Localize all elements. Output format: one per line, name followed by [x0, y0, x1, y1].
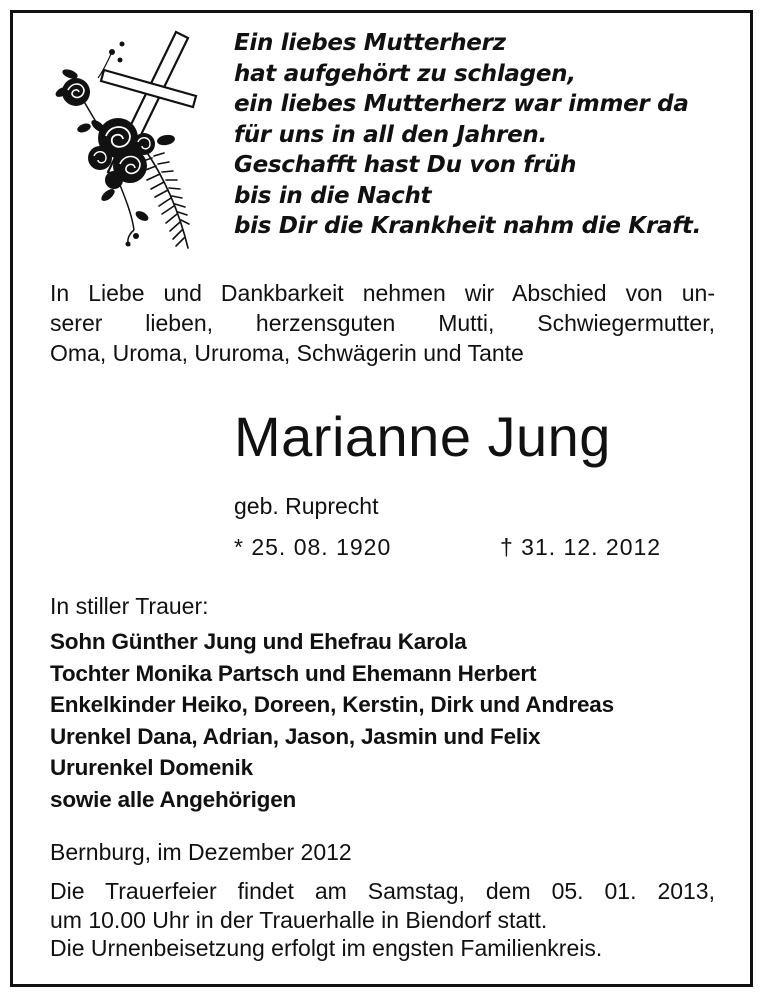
- poem-line: bis in die Nacht: [234, 182, 432, 209]
- intro-line: serer lieben, herzensguten Mutti, Schwiegermutter,: [50, 310, 715, 336]
- poem-line: für uns in all den Jahren.: [234, 121, 547, 148]
- mourners-list: [50, 626, 614, 815]
- deceased-name: Marianne Jung: [234, 405, 611, 468]
- poem-line: Geschafft hast Du von früh: [234, 152, 577, 178]
- mourner-line: Sohn Günther Jung und Ehefrau Karola: [50, 629, 467, 654]
- poem-line: ein liebes Mutterherz war immer da: [234, 91, 689, 117]
- place-date: Bernburg, im Dezember 2012: [50, 839, 352, 865]
- mourners-label: In stiller Trauer:: [50, 593, 209, 619]
- service-line: Die Urnenbeisetzung erfolgt im engsten Familienkreis.: [50, 935, 603, 961]
- service-info: [50, 877, 715, 963]
- mourner-line: Ururenkel Domenik: [50, 755, 253, 780]
- mourner-line: sowie alle Angehörigen: [50, 786, 297, 812]
- death-date: † 31. 12. 2012: [500, 534, 662, 560]
- intro-line: Oma, Uroma, Ururoma, Schwägerin und Tante: [50, 340, 524, 366]
- poem-line: bis Dir die Krankheit nahm die Kraft.: [234, 213, 702, 239]
- mourner-line: Enkelkinder Heiko, Doreen, Kerstin, Dirk und Andreas: [50, 692, 614, 717]
- poem-line: Ein liebes Mutterherz: [234, 30, 506, 56]
- birth-date: * 25. 08. 1920: [234, 534, 392, 560]
- intro-line: In Liebe und Dankbarkeit nehmen wir Abschied von un-: [50, 280, 715, 306]
- poem: [234, 28, 701, 242]
- service-line: Die Trauerfeier findet am Samstag, dem 05. 01. 2013,: [50, 878, 715, 904]
- poem-line: hat aufgehört zu schlagen,: [234, 60, 576, 87]
- mourner-line: Tochter Monika Partsch und Ehemann Herbert: [50, 660, 537, 686]
- maiden-name: geb. Ruprecht: [234, 493, 379, 519]
- intro-paragraph: [50, 278, 715, 368]
- cross-with-roses-icon: [48, 30, 198, 255]
- mourner-line: Urenkel Dana, Adrian, Jason, Jasmin und Felix: [50, 723, 541, 749]
- service-line: um 10.00 Uhr in der Trauerhalle in Biendorf statt.: [50, 906, 548, 933]
